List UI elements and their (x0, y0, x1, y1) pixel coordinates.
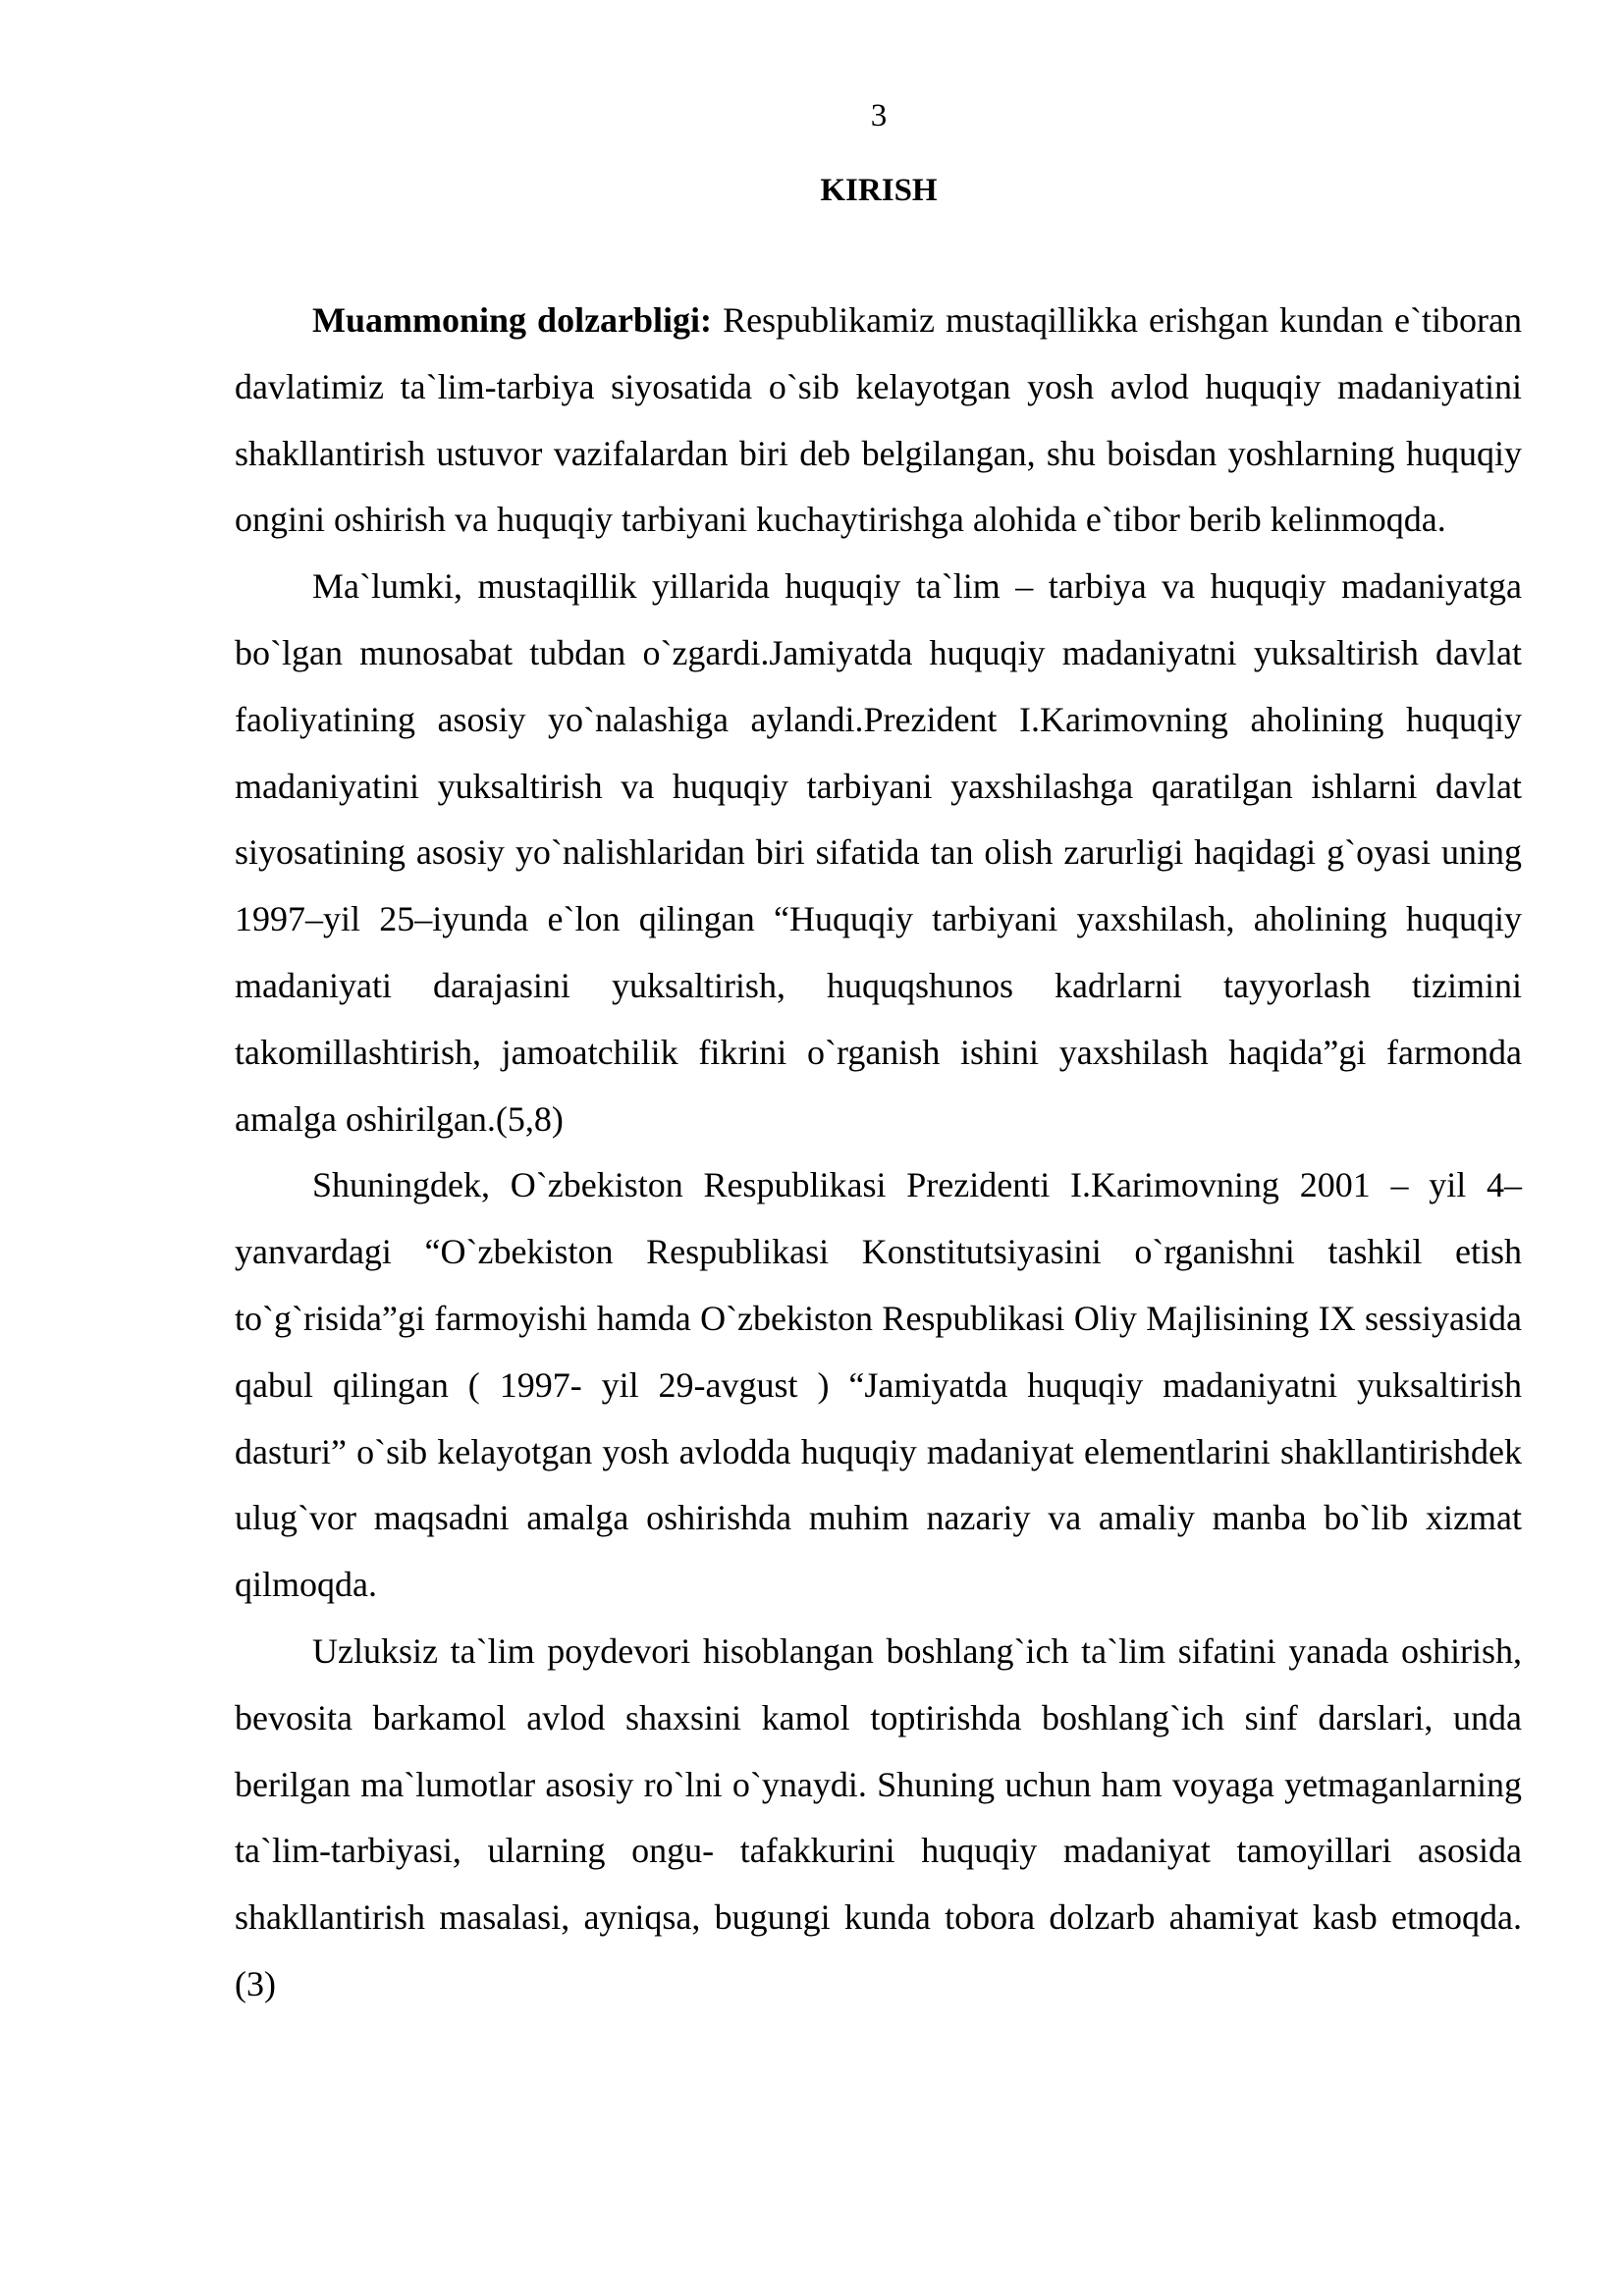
paragraph-text: Respublikamiz mustaqillikka erishgan kundan e`tiboran davlatimiz ta`lim-tarbiya siyosatida o`sib kelayotgan yosh avlod huquqiy madaniyatini shakllantirish ustuvor vazifalardan biri deb belgilangan, shu boisdan yoshlarning huquqiy ongini oshirish va huquqiy tarbiyani kuchaytirishga alohida e`tibor berib kelinmoqda. (235, 300, 1522, 540)
body-text (235, 288, 1522, 2018)
paragraph-relevance (235, 288, 1522, 554)
paragraph-lead: Muammoning dolzarbligi: (312, 300, 713, 340)
paragraph-primary-education: Uzluksiz ta`lim poydevori hisoblangan boshlang`ich ta`lim sifatini yanada oshirish, bevosita barkamol avlod shaxsini kamol toptirishda boshlang`ich sinf darslari, unda berilgan ma`lumotlar asosiy ro`lni o`ynaydi. Shuning uchun ham voyaga yetmaganlarning ta`lim-tarbiyasi, ularning ongu- tafakkurini huquqiy madaniyat tamoyillari asosida shakllantirish masalasi, ayniqsa, bugungi kunda tobora dolzarb ahamiyat kasb etmoqda. (3) (235, 1630, 1522, 2003)
paragraph-decrees: Shuningdek, O`zbekiston Respublikasi Prezidenti I.Karimovning 2001 – yil 4–yanvardagi “O`zbekiston Respublikasi Konstitutsiyasini o`rganishni tashkil etish to`g`risida”gi farmoyishi hamda O`zbekiston Respublikasi Oliy Majlisining IX sessiyasida qabul qilingan ( 1997- yil 29-avgust ) “Jamiyatda huquqiy madaniyatni yuksaltirish dasturi” o`sib kelayotgan yosh avlodda huquqiy madaniyat elementlarini shakllantirishdek ulug`vor maqsadni amalga oshirishda muhim nazariy va amaliy manba bo`lib xizmat qilmoqda. (235, 1165, 1522, 1605)
section-heading: KIRISH (820, 173, 938, 208)
paragraph-reforms: Ma`lumki, mustaqillik yillarida huquqiy ta`lim – tarbiya va huquqiy madaniyatga bo`lgan munosabat tubdan o`zgardi.Jamiyatda huquqiy madaniyatni yuksaltirish davlat faoliyatining asosiy yo`nalashiga aylandi.Prezident I.Karimovning aholining huquqiy madaniyatini yuksaltirish va huquqiy tarbiyani yaxshilashga qaratilgan ishlarni davlat siyosatining asosiy yo`nalishlaridan biri sifatida tan olish zarurligi haqidagi g`oyasi uning 1997–yil 25–iyunda e`lon qilingan “Huquqiy tarbiyani yaxshilash, aholining huquqiy madaniyati darajasini yuksaltirish, huquqshunos kadrlarni tayyorlash tizimini takomillashtirish, jamoatchilik fikrini o`rganish ishini yaxshilash haqida”gi farmonda amalga oshirilgan.(5,8) (235, 566, 1522, 1139)
page-number: 3 (870, 98, 888, 133)
